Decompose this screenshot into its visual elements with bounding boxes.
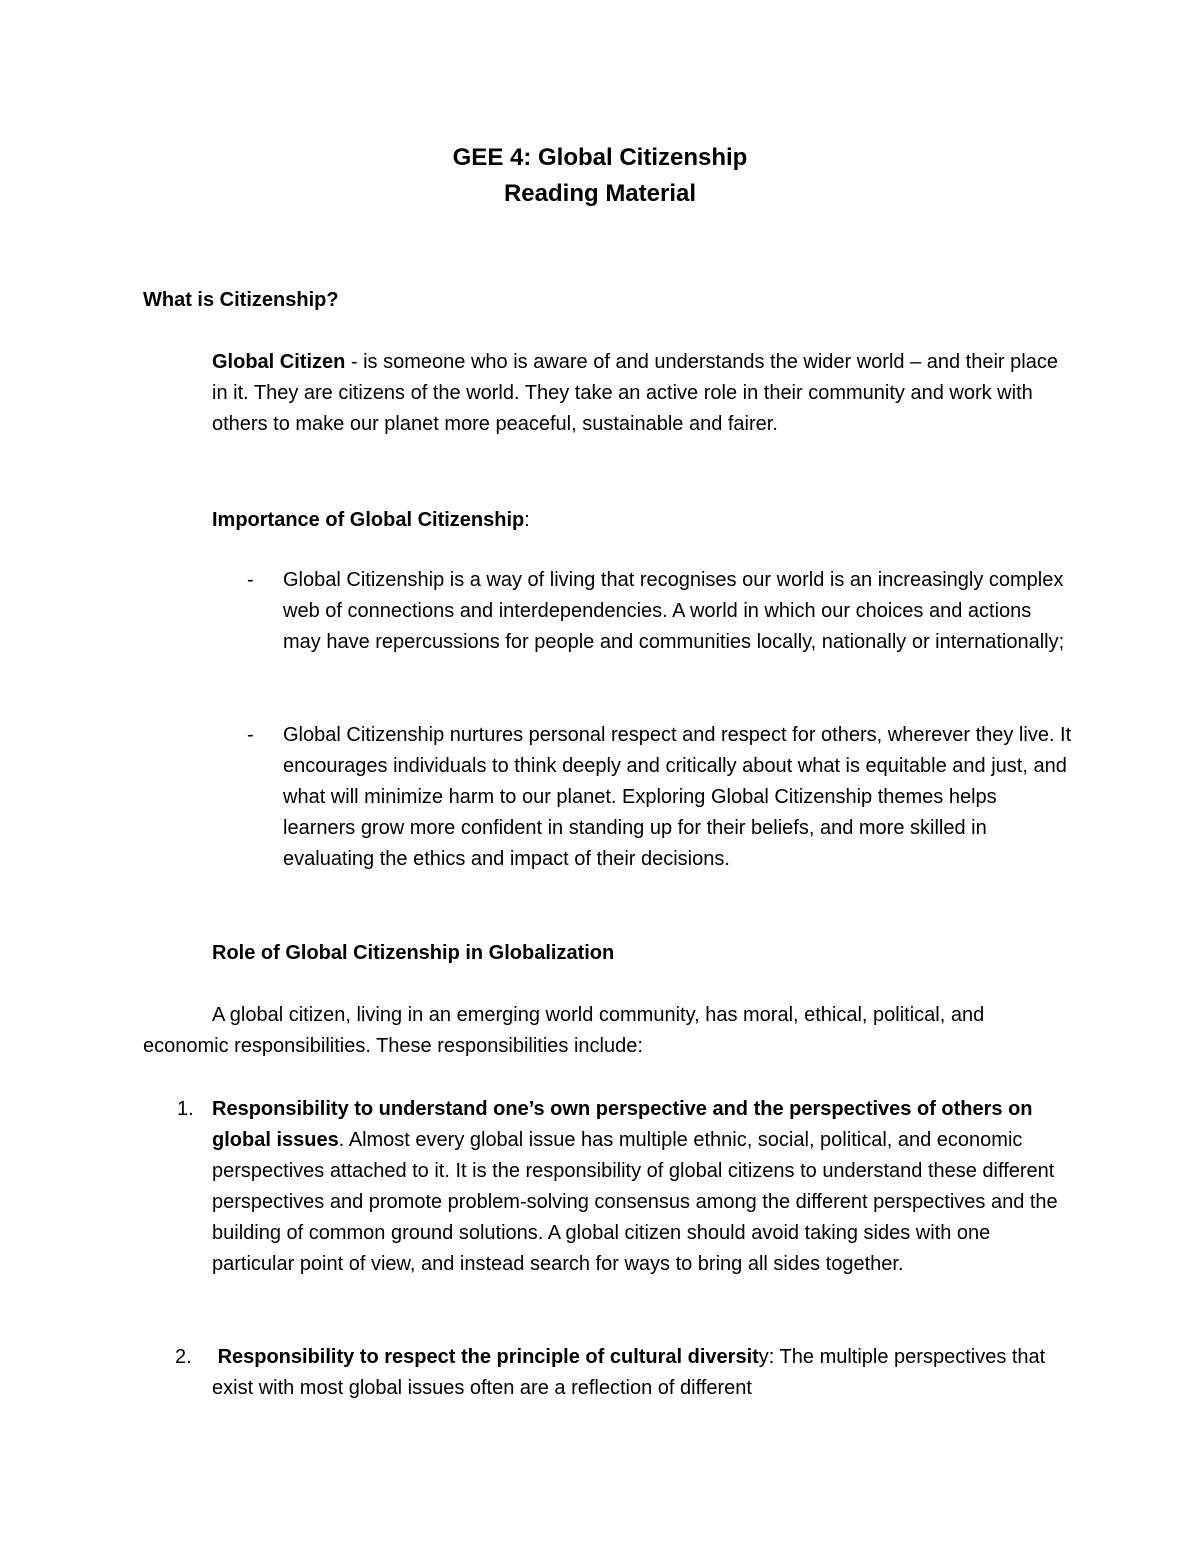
numbered-item-text: y: The multiple perspectives that exist with most global issues often are a reflection of different — [212, 1346, 1046, 1399]
numbered-marker: 1. — [177, 1098, 194, 1120]
title-line-2: Reading Material — [503, 180, 697, 207]
role-intro-paragraph: A global citizen, living in an emerging world community, has moral, ethical, political, and economic responsibilities. These responsibilities include: — [143, 1004, 985, 1057]
numbered-item-bold: Responsibility to respect the principle of cultural diversit — [217, 1346, 759, 1368]
heading-what-is-citizenship: What is Citizenship? — [143, 289, 339, 311]
numbered-item-text: . Almost every global issue has multiple ethnic, social, political, and economic perspectives attached to it. It is the responsibility of global citizens to understand these different perspectives and promote problem-solving consensus among the different perspectives and the building of common ground solutions. A global citizen should avoid taking sides with one particular point of view, and instead search for ways to bring all sides together. — [212, 1129, 1058, 1275]
bullet-item: Global Citizenship nurtures personal respect and respect for others, wherever they live. It encourages individuals to think deeply and critically about what is equitable and just, and what will minimize harm to our planet. Exploring Global Citizenship themes helps learners grow more confident in standing up for their beliefs, and more skilled in evaluating the ethics and impact of their decisions. — [283, 724, 1072, 870]
document-title — [0, 140, 1200, 212]
definition-text: - is someone who is aware of and understands the wider world – and their place in it. They are citizens of the world. They take an active role in their community and work with others to make our planet more peaceful, sustainable and fairer. — [212, 351, 1058, 435]
heading-importance — [212, 505, 530, 536]
numbered-item — [212, 1094, 1062, 1280]
importance-heading-colon: : — [524, 509, 530, 531]
bullet-marker: - — [247, 724, 254, 746]
numbered-marker: 2. — [175, 1346, 192, 1368]
numbered-item — [212, 1342, 1062, 1404]
bullet-item: Global Citizenship is a way of living that recognises our world is an increasingly complex web of connections and interdependencies. A world in which our choices and actions may have repercussions for people and communities locally, nationally or internationally; — [283, 569, 1065, 653]
definition-paragraph — [212, 347, 1072, 440]
numbered-item-bold: Responsibility to understand one’s own perspective and the perspectives of others on global issues — [212, 1098, 1033, 1151]
heading-role: Role of Global Citizenship in Globalization — [212, 942, 615, 964]
bullet-marker: - — [247, 569, 254, 591]
importance-heading-text: Importance of Global Citizenship — [212, 509, 525, 531]
definition-term: Global Citizen — [212, 351, 346, 373]
title-line-1: GEE 4: Global Citizenship — [452, 144, 748, 171]
